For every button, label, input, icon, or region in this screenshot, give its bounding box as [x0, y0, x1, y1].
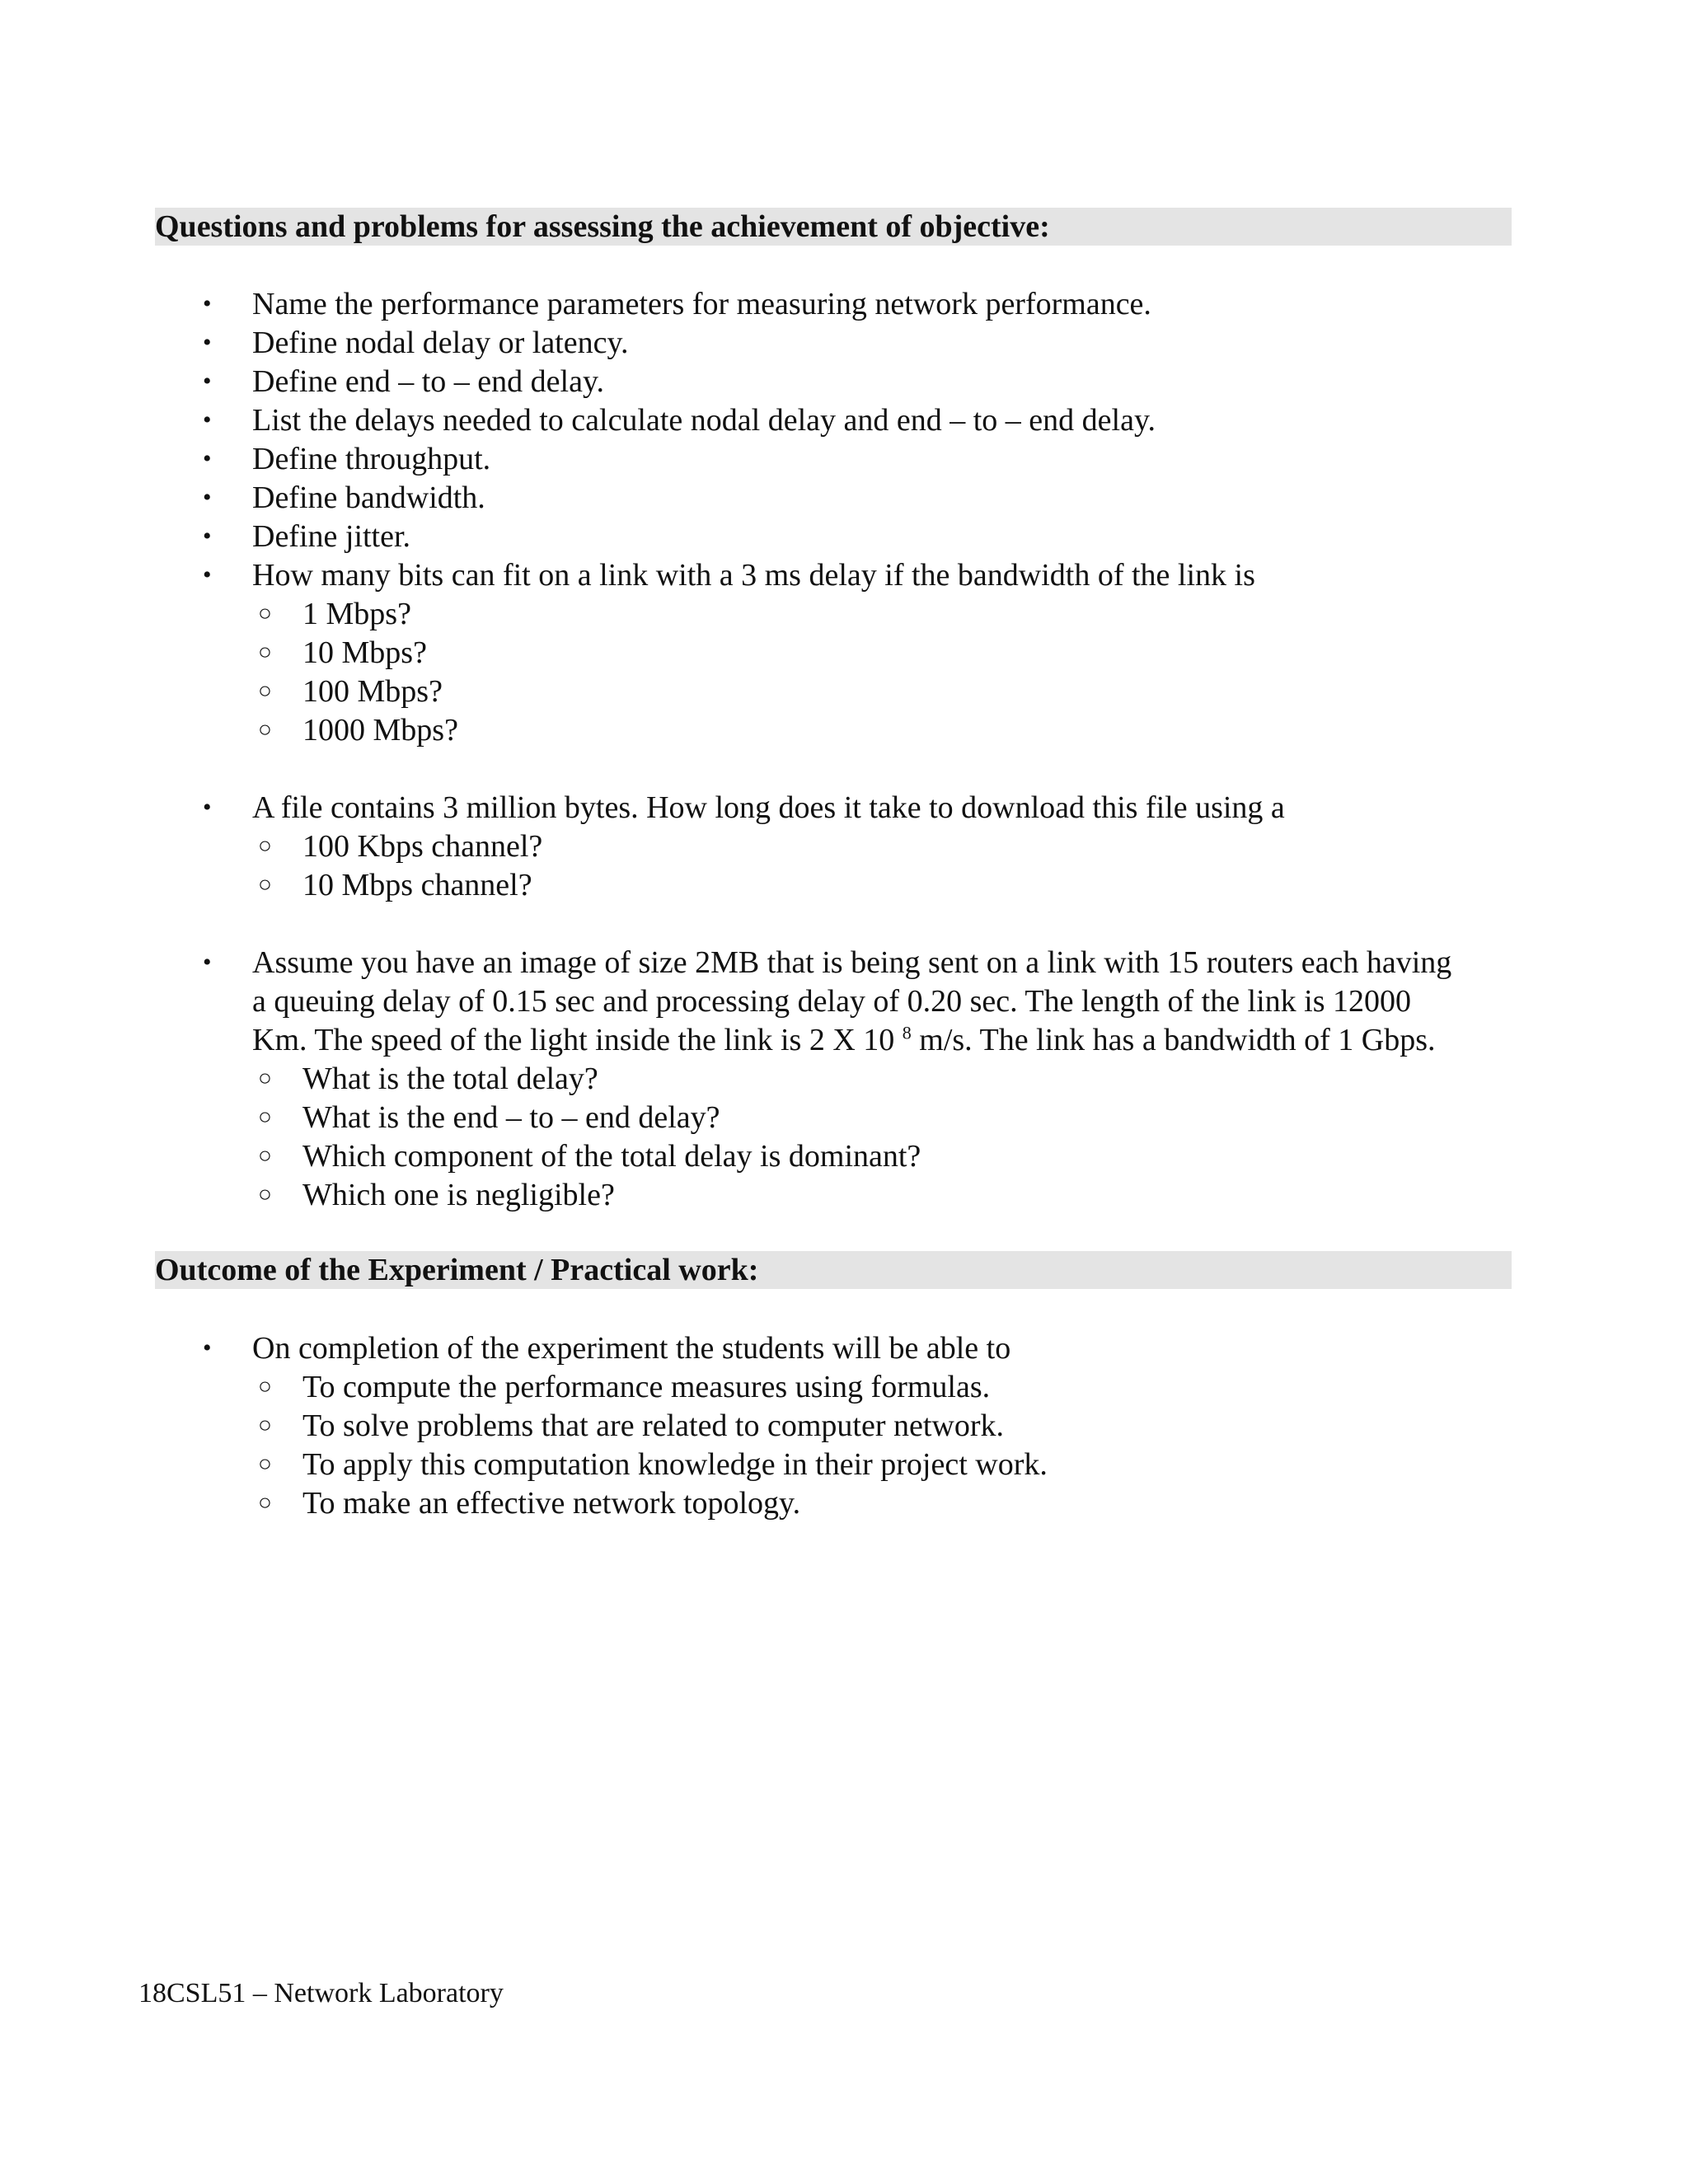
sub-item: 1 Mbps?: [302, 597, 411, 631]
sub-item: 100 Mbps?: [302, 674, 443, 709]
sub-bullet-icon: ○: [258, 1374, 272, 1399]
sub-bullet-icon: ○: [258, 1490, 272, 1516]
sub-item: 10 Mbps?: [302, 635, 427, 670]
outcome-intro: On completion of the experiment the students will be able to: [252, 1331, 1011, 1366]
bullet-icon: •: [203, 445, 212, 472]
bullet-icon: •: [203, 949, 212, 976]
bullet-icon: •: [203, 561, 212, 588]
sub-item: 100 Kbps channel?: [302, 829, 543, 864]
outcome-item: To make an effective network topology.: [302, 1486, 801, 1521]
question-item: Define end – to – end delay.: [252, 364, 604, 399]
sub-bullet-icon: ○: [258, 1451, 272, 1477]
question-item-line: a queuing delay of 0.15 sec and processing delay of 0.20 sec. The length of the link is 12000: [252, 984, 1412, 1019]
sub-bullet-icon: ○: [258, 640, 272, 665]
bullet-icon: •: [203, 329, 212, 356]
sub-bullet-icon: ○: [258, 1066, 272, 1091]
sub-bullet-icon: ○: [258, 678, 272, 704]
question-text: Km. The speed of the light inside the link is 2 X 10: [252, 1023, 903, 1057]
question-item: Name the performance parameters for measuring network performance.: [252, 287, 1151, 321]
sub-item: What is the end – to – end delay?: [302, 1100, 720, 1135]
sub-bullet-icon: ○: [258, 1413, 272, 1438]
question-item: List the delays needed to calculate nodal delay and end – to – end delay.: [252, 403, 1156, 438]
sub-bullet-icon: ○: [258, 1182, 272, 1207]
bullet-icon: •: [203, 1334, 212, 1361]
outcome-item: To compute the performance measures using formulas.: [302, 1370, 991, 1404]
sub-bullet-icon: ○: [258, 833, 272, 859]
sub-bullet-icon: ○: [258, 1143, 272, 1169]
outcome-item: To apply this computation knowledge in their project work.: [302, 1447, 1048, 1482]
sub-item: Which one is negligible?: [302, 1178, 615, 1212]
question-item: Define throughput.: [252, 442, 491, 476]
sub-bullet-icon: ○: [258, 601, 272, 626]
bullet-icon: •: [203, 290, 212, 317]
sub-item: Which component of the total delay is dominant?: [302, 1139, 921, 1174]
question-item-line: [252, 1021, 1436, 1059]
questions-heading: Questions and problems for assessing the achievement of objective:: [155, 208, 1512, 246]
sub-bullet-icon: ○: [258, 1104, 272, 1130]
question-item: Define nodal delay or latency.: [252, 326, 629, 360]
page-footer: 18CSL51 – Network Laboratory: [138, 1978, 504, 2008]
sub-bullet-icon: ○: [258, 872, 272, 898]
outcome-heading: Outcome of the Experiment / Practical work:: [155, 1251, 1512, 1289]
question-item: How many bits can fit on a link with a 3 ms delay if the bandwidth of the link is: [252, 558, 1255, 593]
bullet-icon: •: [203, 523, 212, 550]
outcome-item: To solve problems that are related to computer network.: [302, 1408, 1005, 1443]
sub-item: 10 Mbps channel?: [302, 868, 532, 902]
exponent: 8: [902, 1022, 912, 1043]
bullet-icon: •: [203, 794, 212, 821]
question-text: m/s. The link has a bandwidth of 1 Gbps.: [911, 1023, 1436, 1057]
sub-bullet-icon: ○: [258, 717, 272, 743]
question-item-line: Assume you have an image of size 2MB that is being sent on a link with 15 routers each having: [252, 945, 1452, 980]
question-item: Define jitter.: [252, 519, 411, 554]
bullet-icon: •: [203, 368, 212, 395]
sub-item: What is the total delay?: [302, 1062, 598, 1096]
bullet-icon: •: [203, 484, 212, 511]
question-item: A file contains 3 million bytes. How long does it take to download this file using a: [252, 790, 1285, 825]
bullet-icon: •: [203, 406, 212, 434]
question-item: Define bandwidth.: [252, 480, 485, 515]
sub-item: 1000 Mbps?: [302, 713, 458, 748]
